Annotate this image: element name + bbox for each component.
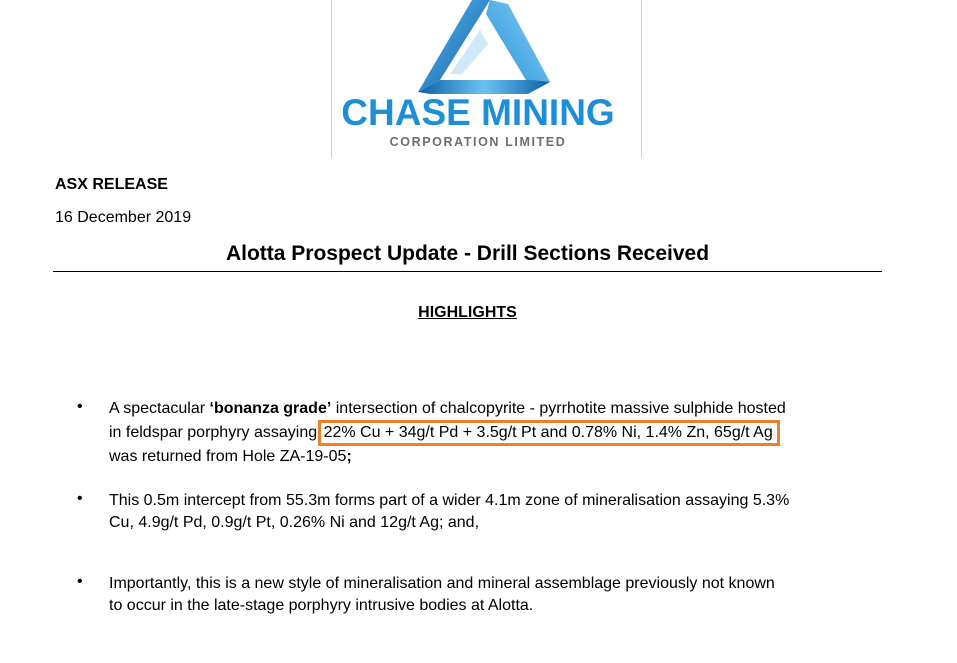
highlight-bullet-3 xyxy=(109,573,909,617)
bullet-3-line-1: Importantly, this is a new style of mineralisation and mineral assemblage previously not known xyxy=(109,575,775,592)
bullet-marker: • xyxy=(77,398,83,415)
highlight-bullet-1 xyxy=(109,398,909,468)
bullet-1-line-2 xyxy=(109,420,909,446)
bullet-2-line-1: This 0.5m intercept from 55.3m forms part of a wider 4.1m zone of mineralisation assaying 5.3% xyxy=(109,492,790,509)
bullet-1-line-3 xyxy=(109,446,909,468)
assay-highlight-box: 22% Cu + 34g/t Pd + 3.5g/t Pt and 0.78% Ni, 1.4% Zn, 65g/t Ag xyxy=(318,420,780,446)
bullet-marker: • xyxy=(77,490,83,507)
bullet-1-text-c: in feldspar porphyry assaying xyxy=(109,424,322,441)
page-border-right xyxy=(641,0,642,158)
bullet-1-line-1 xyxy=(109,398,909,420)
release-label: ASX RELEASE xyxy=(55,176,168,193)
title-divider xyxy=(53,271,882,272)
logo-company-name: CHASE MINING xyxy=(341,92,615,133)
document-title: Alotta Prospect Update - Drill Sections Received xyxy=(225,242,710,265)
bullet-1-text-b: intersection of chalcopyrite - pyrrhotite massive sulphide hosted xyxy=(331,400,786,417)
bullet-1-text-a: A spectacular xyxy=(109,400,210,417)
bullet-1-text-d: was returned from Hole ZA-19-05 xyxy=(109,448,347,465)
highlight-bullet-2 xyxy=(109,490,909,534)
release-date: 16 December 2019 xyxy=(55,209,192,226)
company-logo xyxy=(332,0,641,158)
bullet-1-semicolon: ; xyxy=(346,448,352,465)
bullet-marker: • xyxy=(77,573,83,590)
bullet-3-line-2: to occur in the late-stage porphyry intrusive bodies at Alotta. xyxy=(109,597,534,614)
logo-triangle-icon xyxy=(410,0,560,95)
highlights-heading: HIGHLIGHTS xyxy=(418,304,517,321)
logo-company-subtitle: CORPORATION LIMITED xyxy=(389,135,567,149)
bullet-2-line-2: Cu, 4.9g/t Pd, 0.9g/t Pt, 0.26% Ni and 12g/t Ag; and, xyxy=(109,514,480,531)
bullet-1-bold-phrase: ‘bonanza grade’ xyxy=(209,400,332,417)
